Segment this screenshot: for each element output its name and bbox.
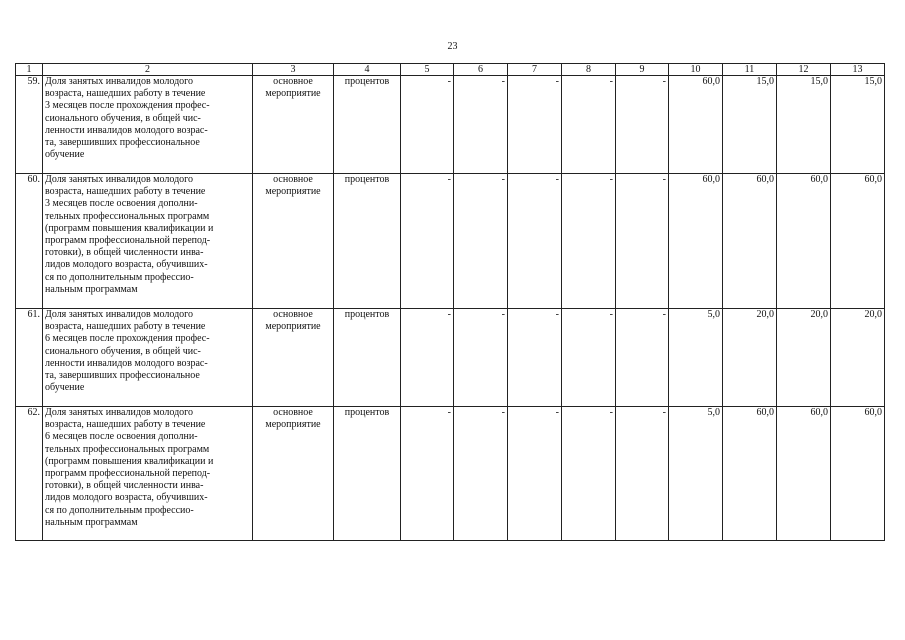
indicator-name-line: ленности инвалидов молодого возрас- <box>45 357 208 369</box>
table-row <box>16 407 885 541</box>
indicator-name-line: 6 месяцев после освоения дополни- <box>45 431 198 443</box>
value-cell: 60,0 <box>777 174 831 309</box>
indicator-type <box>253 309 334 407</box>
value-cell: - <box>562 76 616 174</box>
value-cell: 60,0 <box>669 174 723 309</box>
value-cell: - <box>401 309 454 407</box>
value-cell: 60,0 <box>723 174 777 309</box>
table-header-row <box>16 64 885 76</box>
value-cell: - <box>508 407 562 541</box>
value-cell: - <box>454 174 508 309</box>
indicator-type-line: основное <box>273 76 313 87</box>
indicators-table <box>15 63 885 541</box>
value-cell: 15,0 <box>777 76 831 174</box>
value-cell: - <box>616 407 669 541</box>
indicator-name-line: готовки), в общей численности инва- <box>45 480 204 492</box>
indicator-name-line: сионального обучения, в общей чис- <box>45 112 201 124</box>
indicator-type-line: мероприятие <box>265 88 321 100</box>
indicator-type-line: основное <box>273 174 313 185</box>
page-number: 23 <box>447 41 458 52</box>
table-row <box>16 174 885 309</box>
indicator-name-line: нальным программам <box>45 516 138 528</box>
indicator-name-line: обучение <box>45 149 85 161</box>
value-cell: 5,0 <box>669 309 723 407</box>
indicator-type-line: мероприятие <box>265 419 321 431</box>
value-cell: 20,0 <box>831 309 885 407</box>
indicator-name-line: программ профессиональной перепод- <box>45 235 211 247</box>
indicator-name <box>43 309 253 407</box>
column-header: 1 <box>16 64 43 76</box>
column-header: 5 <box>401 64 454 76</box>
indicator-name-line: ся по дополнительным профессио- <box>45 271 194 283</box>
column-header: 2 <box>43 64 253 76</box>
indicator-type <box>253 174 334 309</box>
column-header: 9 <box>616 64 669 76</box>
indicator-name-line: возраста, нашедших работу в течение <box>45 321 206 333</box>
value-cell: - <box>562 309 616 407</box>
indicator-name-line: Доля занятых инвалидов молодого <box>45 76 194 87</box>
indicator-name <box>43 407 253 541</box>
value-cell: - <box>401 407 454 541</box>
column-header: 7 <box>508 64 562 76</box>
indicator-name-line: тельных профессиональных программ <box>45 443 210 455</box>
indicator-name-line: та, завершивших профессиональное <box>45 370 200 382</box>
value-cell: 60,0 <box>831 407 885 541</box>
row-number: 60. <box>16 174 43 309</box>
indicator-name-line: 6 месяцев после прохождения профес- <box>45 333 210 345</box>
value-cell: - <box>616 76 669 174</box>
indicator-name-line: возраста, нашедших работу в течение <box>45 419 206 431</box>
value-cell: - <box>508 76 562 174</box>
column-header: 11 <box>723 64 777 76</box>
value-cell: 60,0 <box>777 407 831 541</box>
value-cell: 15,0 <box>723 76 777 174</box>
indicator-name <box>43 174 253 309</box>
value-cell: - <box>616 174 669 309</box>
value-cell: - <box>562 407 616 541</box>
column-header: 4 <box>334 64 401 76</box>
indicator-name-line: лидов молодого возраста, обучивших- <box>45 492 208 504</box>
value-cell: - <box>401 76 454 174</box>
indicator-name-line: сионального обучения, в общей чис- <box>45 345 201 357</box>
indicator-type-line: основное <box>273 309 313 320</box>
column-header: 10 <box>669 64 723 76</box>
indicator-name-line: готовки), в общей численности инва- <box>45 247 204 259</box>
indicator-type-line: мероприятие <box>265 321 321 333</box>
value-cell: 15,0 <box>831 76 885 174</box>
indicator-name-line: (программ повышения квалификации и <box>45 455 214 467</box>
indicator-name-line: (программ повышения квалификации и <box>45 222 214 234</box>
unit-cell: процентов <box>334 174 401 309</box>
indicator-name-line: ленности инвалидов молодого возрас- <box>45 124 208 136</box>
indicator-name <box>43 76 253 174</box>
indicator-name-line: Доля занятых инвалидов молодого <box>45 407 194 418</box>
column-header: 12 <box>777 64 831 76</box>
indicator-name-line: тельных профессиональных программ <box>45 210 210 222</box>
value-cell: - <box>508 174 562 309</box>
value-cell: 60,0 <box>831 174 885 309</box>
indicator-name-line: нальным программам <box>45 283 138 295</box>
value-cell: - <box>454 407 508 541</box>
indicator-name-line: Доля занятых инвалидов молодого <box>45 309 194 320</box>
indicator-name-line: 3 месяцев после освоения дополни- <box>45 198 198 210</box>
row-number: 61. <box>16 309 43 407</box>
column-header: 8 <box>562 64 616 76</box>
indicator-name-line: 3 месяцев после прохождения профес- <box>45 100 210 112</box>
indicator-name-line: Доля занятых инвалидов молодого <box>45 174 194 185</box>
value-cell: - <box>562 174 616 309</box>
indicator-type <box>253 76 334 174</box>
value-cell: 20,0 <box>723 309 777 407</box>
indicator-name-line: та, завершивших профессиональное <box>45 137 200 149</box>
indicator-name-line: ся по дополнительным профессио- <box>45 504 194 516</box>
value-cell: 20,0 <box>777 309 831 407</box>
value-cell: 60,0 <box>669 76 723 174</box>
value-cell: 60,0 <box>723 407 777 541</box>
indicator-type-line: основное <box>273 407 313 418</box>
table-row <box>16 76 885 174</box>
value-cell: - <box>616 309 669 407</box>
value-cell: - <box>508 309 562 407</box>
table-row <box>16 309 885 407</box>
indicator-type-line: мероприятие <box>265 186 321 198</box>
value-cell: - <box>454 309 508 407</box>
indicator-name-line: возраста, нашедших работу в течение <box>45 186 206 198</box>
unit-cell: процентов <box>334 407 401 541</box>
unit-cell: процентов <box>334 309 401 407</box>
row-number: 59. <box>16 76 43 174</box>
column-header: 3 <box>253 64 334 76</box>
column-header: 6 <box>454 64 508 76</box>
indicator-type <box>253 407 334 541</box>
column-header: 13 <box>831 64 885 76</box>
value-cell: - <box>454 76 508 174</box>
indicator-name-line: обучение <box>45 382 85 394</box>
indicator-name-line: возраста, нашедших работу в течение <box>45 88 206 100</box>
value-cell: 5,0 <box>669 407 723 541</box>
value-cell: - <box>401 174 454 309</box>
indicator-name-line: программ профессиональной перепод- <box>45 468 211 480</box>
indicator-name-line: лидов молодого возраста, обучивших- <box>45 259 208 271</box>
row-number: 62. <box>16 407 43 541</box>
unit-cell: процентов <box>334 76 401 174</box>
